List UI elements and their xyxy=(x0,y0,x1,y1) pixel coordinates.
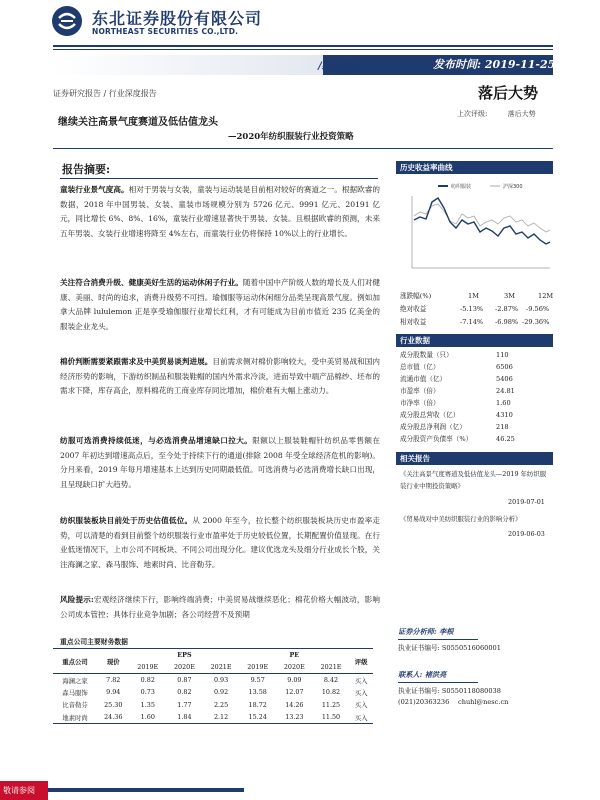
sector-band xyxy=(53,55,323,75)
info-value: 24.81 xyxy=(496,387,515,395)
table-cell: 0.92 xyxy=(213,688,229,697)
summary-paragraph xyxy=(60,276,380,334)
table-cell: 0.73 xyxy=(140,688,155,697)
table-row xyxy=(53,674,373,687)
table-cell: 2.12 xyxy=(203,711,240,724)
summary-divider xyxy=(60,178,378,179)
table-cell: 买入 xyxy=(349,711,373,724)
paragraph-text: 随着中国中产阶级人数的增长及人们对健康、美丽、时尚的追求，消费升级势不可挡。瑜伽服等运动休闲细分品类呈现高景气度。例如加拿大品牌 lululemon 正是享受瑜伽服行业增长红利，才有可能成为目前市值近 235 亿美金的服装企业龙头。 xyxy=(60,278,381,331)
returns-label: 相对收益 xyxy=(400,318,427,326)
summary-paragraph xyxy=(60,514,380,572)
table-cell: 14.26 xyxy=(285,700,304,709)
rating: 落后大势 xyxy=(478,84,539,102)
info-label: 成分股总净利润（亿） xyxy=(400,423,466,431)
returns-value: -5.13% xyxy=(460,305,484,313)
analyst-underline xyxy=(398,639,478,640)
company-name-en: NORTHEAST SECURITIES CO.,LTD. xyxy=(92,27,239,36)
related-report-date: 2019-07-01 xyxy=(508,498,545,506)
info-label: 市净率（倍） xyxy=(400,399,440,407)
chart-section-header: 历史收益率曲线 xyxy=(396,161,553,174)
table-cell: 12.07 xyxy=(285,688,304,697)
table-row xyxy=(53,711,373,724)
table-cell: 13.58 xyxy=(248,688,267,697)
previous-rating-value: 落后大势 xyxy=(507,110,536,118)
info-label: 总市值（亿） xyxy=(400,363,440,371)
table-cell: 0.93 xyxy=(213,676,229,684)
table-cell: 25.30 xyxy=(104,700,123,709)
table-cell: 8.42 xyxy=(323,676,339,684)
table-cell: 10.82 xyxy=(321,688,341,697)
paragraph-text: 宏观经济继续下行，影响终端消费；中美贸易战继续恶化；棉花价格大幅波动，影响公司成本管控；具体行业竞争加剧；各公司经营不及预期 xyxy=(60,595,380,619)
year-cell: 2020E xyxy=(166,661,203,674)
table-cell: 1.77 xyxy=(177,700,192,709)
financial-table xyxy=(53,648,373,724)
year-cell: 2019E xyxy=(239,661,276,674)
table-cell: 13.23 xyxy=(276,711,313,724)
related-report-link[interactable]: 《关注高景气度赛道及低估值龙头—2019 年纺织服装行业中期投资策略》 xyxy=(400,470,547,490)
previous-rating-label: 上次评级: xyxy=(457,110,488,118)
table-cell: 2.25 xyxy=(213,700,229,709)
contact-email[interactable]: chuhl@nesc.cn xyxy=(458,698,509,706)
summary-paragraph xyxy=(60,355,380,399)
industry-data-row xyxy=(398,409,553,421)
paragraph-text: 目前需求侧对棉价影响较大，受中美贸易战和国内经济形势的影响，下游纺织制品和服装鞋帽的国内外需求冷淡，进而导致中端产品棉纱、坯布的需求下降，库存高企，原料棉花的工商业库存同比增加，棉价难有大幅上涨动力。 xyxy=(60,357,381,396)
industry-data-row xyxy=(398,397,553,409)
table-cell: 0.82 xyxy=(177,688,192,697)
year-cell: 2021E xyxy=(203,661,240,674)
company-name-cn: 东北证券股份有限公司 xyxy=(92,9,263,28)
table-cell: 买入 xyxy=(354,676,368,685)
paragraph-text: 从 2000 年至今，拉长整个纺织服装板块历史市盈率走势，可以清楚的看到目前整个纺织服装行业市盈率处于历史较低位置，长期配置价值显现。在行业低迷情况下，上市公司不同板块、不同公司出现分化。建议优选龙头及细分行业成长个股，关注海澜之家、森马服饰、地素时尚、比音勒芬。 xyxy=(60,516,380,569)
col-eps: EPS xyxy=(129,649,239,662)
footer-bar xyxy=(48,788,244,792)
table-cell: 9.57 xyxy=(250,676,265,684)
summary-paragraph xyxy=(60,434,380,492)
industry-data-row xyxy=(398,361,553,373)
return-curve-chart xyxy=(398,176,553,284)
table-cell: 森马服饰 xyxy=(62,688,88,697)
table-cell: 1.60 xyxy=(129,711,166,724)
industry-data-row xyxy=(398,349,553,361)
industry-data-row xyxy=(398,373,553,385)
table-cell: 买入 xyxy=(354,701,368,710)
related-report-link[interactable]: 《贸易战对中美纺织服装行业的影响分析》 xyxy=(400,515,522,523)
related-report-date: 2019-06-03 xyxy=(508,530,545,538)
returns-header: 12M xyxy=(538,292,554,300)
returns-value: -7.14% xyxy=(460,318,484,326)
table-cell: 比音勒芬 xyxy=(62,701,88,710)
table-cell: 地素时尚 xyxy=(53,711,97,724)
legend-industry: 纺织服装 xyxy=(451,184,472,190)
industry-data-row xyxy=(398,385,553,397)
paragraph-lead: 纺服可选消费持续低迷，与必选消费品增速缺口拉大。 xyxy=(60,436,253,445)
returns-value: -29.36% xyxy=(522,318,550,326)
info-value: 6506 xyxy=(496,363,513,371)
table-row xyxy=(53,686,373,699)
publish-date: 发布时间: 2019-11-25 xyxy=(433,58,556,71)
col-rating: 评级 xyxy=(349,649,373,674)
info-label: 成分股数量（只） xyxy=(400,351,453,359)
info-value: 1.60 xyxy=(496,399,511,407)
info-value: 110 xyxy=(496,351,509,359)
industry-data-row xyxy=(398,433,553,445)
summary-paragraph xyxy=(60,183,380,241)
year-cell: 2019E xyxy=(129,661,166,674)
industry-data-header: 行业数据 xyxy=(396,334,553,347)
returns-row xyxy=(398,303,553,316)
summary-heading: 报告摘要: xyxy=(62,163,111,176)
table-heading: 重点公司主要财务数据 xyxy=(60,638,128,646)
info-value: 46.25 xyxy=(496,435,515,443)
returns-value: -2.87% xyxy=(495,305,519,313)
paragraph-lead: 棉价判断需要紧跟需求及中美贸易谈判进展。 xyxy=(60,357,213,366)
year-cell: 2020E xyxy=(276,661,313,674)
returns-row xyxy=(398,316,553,329)
returns-header: 3M xyxy=(504,292,515,300)
info-label: 市盈率（倍） xyxy=(400,387,440,395)
paragraph-lead: 风险提示: xyxy=(60,595,94,604)
paragraph-text: 相对于男装与女装，童装与运动装是目前相对较好的赛道之一。根据欧睿的数据，2018 年中国男装、女装、童装市场规模分别为 5726 亿元、9991 亿元、20191 亿元，同比增长 6%、8%、16%，童装行业增速显著快于男装、女装。且根据欧睿的预测，未来五年男装、女装行业增速将降至 4%左右，而童装行业仍将保持 10%以上的行业增长。 xyxy=(60,185,380,238)
return-curve-svg xyxy=(398,176,553,284)
table-row xyxy=(53,699,373,712)
table-cell: 买入 xyxy=(354,688,368,697)
paragraph-lead: 童装行业景气度高。 xyxy=(60,185,129,194)
analyst-cert: 执业证书编号: S0550516060001 xyxy=(398,644,501,652)
returns-header: 1M xyxy=(468,292,479,300)
header-divider xyxy=(53,45,553,47)
analyst-name: 证券分析师: 李根 xyxy=(398,627,454,636)
contact-name: 联系人: 褚洪亮 xyxy=(398,670,447,679)
table-cell: 0.87 xyxy=(177,676,192,684)
title-divider xyxy=(53,148,553,149)
table-header-row xyxy=(53,649,373,662)
report-title: 继续关注高景气度赛道及低估值龙头 xyxy=(58,117,218,128)
previous-rating xyxy=(457,109,536,119)
table-cell: 11.25 xyxy=(321,700,341,709)
contact-phone: (021)20363236 xyxy=(398,698,450,706)
col-company: 重点公司 xyxy=(53,649,97,674)
footer-disclaimer-tag: 敬请参阅 xyxy=(0,781,48,800)
table-cell: 9.94 xyxy=(106,688,121,697)
table-cell: 11.50 xyxy=(313,711,350,724)
header-divider-thin xyxy=(53,49,553,50)
info-label: 流通市值（亿） xyxy=(400,375,447,383)
breadcrumb: 证券研究报告 / 行业深度报告 xyxy=(53,89,157,98)
paragraph-lead: 关注符合消费升级、健康美好生活的运动休闲子行业。 xyxy=(60,278,243,287)
info-value: 4310 xyxy=(496,411,513,419)
col-pe: PE xyxy=(239,649,349,662)
industry-data-row xyxy=(398,421,553,433)
returns-value: -6.98% xyxy=(495,318,519,326)
table-cell: 1.35 xyxy=(140,700,155,709)
paragraph-text: 限额以上服装鞋帽针纺织品零售额在 2007 年初达到增速高点后，至今处于持续下行的通道(排除 2008 年受全球经济危机的影响)。分月来看，2019 年每月增速基本上达到历史同期最低值。可选消费与必选消费增长缺口出现，且呈现缺口扩大趋势。 xyxy=(60,436,380,489)
legend-index: 沪深300 xyxy=(503,184,523,190)
year-cell: 2021E xyxy=(313,661,350,674)
info-value: 218 xyxy=(496,423,509,431)
contact-underline xyxy=(398,682,478,683)
table-cell: 1.84 xyxy=(166,711,203,724)
returns-value: -9.56% xyxy=(526,305,550,313)
related-reports-header: 相关报告 xyxy=(396,452,553,465)
table-cell: 0.82 xyxy=(140,676,155,684)
company-logo-icon xyxy=(52,6,82,36)
table-cell: 7.82 xyxy=(106,676,121,684)
table-cell: 24.36 xyxy=(97,711,129,724)
summary-paragraph xyxy=(60,593,380,622)
info-label: 成分股总营收（亿） xyxy=(400,411,460,419)
table-cell: 15.24 xyxy=(239,711,276,724)
contact-cert: 执业证书编号: S0550118080038 xyxy=(398,687,501,695)
returns-header-row xyxy=(398,290,553,303)
info-label: 成分股资产负债率（%） xyxy=(400,435,473,443)
returns-label: 绝对收益 xyxy=(400,305,427,313)
info-value: 5406 xyxy=(496,375,513,383)
table-cell: 9.09 xyxy=(287,676,302,684)
paragraph-lead: 纺织服装板块目前处于历史估值低位。 xyxy=(60,516,193,525)
col-price: 现价 xyxy=(97,649,129,674)
report-subtitle: —2020年纺织服装行业投资策略 xyxy=(228,132,354,142)
table-cell: 海澜之家 xyxy=(62,676,88,685)
sector-label: /纺织服装 xyxy=(318,61,362,72)
returns-header: 涨跌幅(%) xyxy=(400,292,432,300)
table-cell: 18.72 xyxy=(248,700,267,709)
